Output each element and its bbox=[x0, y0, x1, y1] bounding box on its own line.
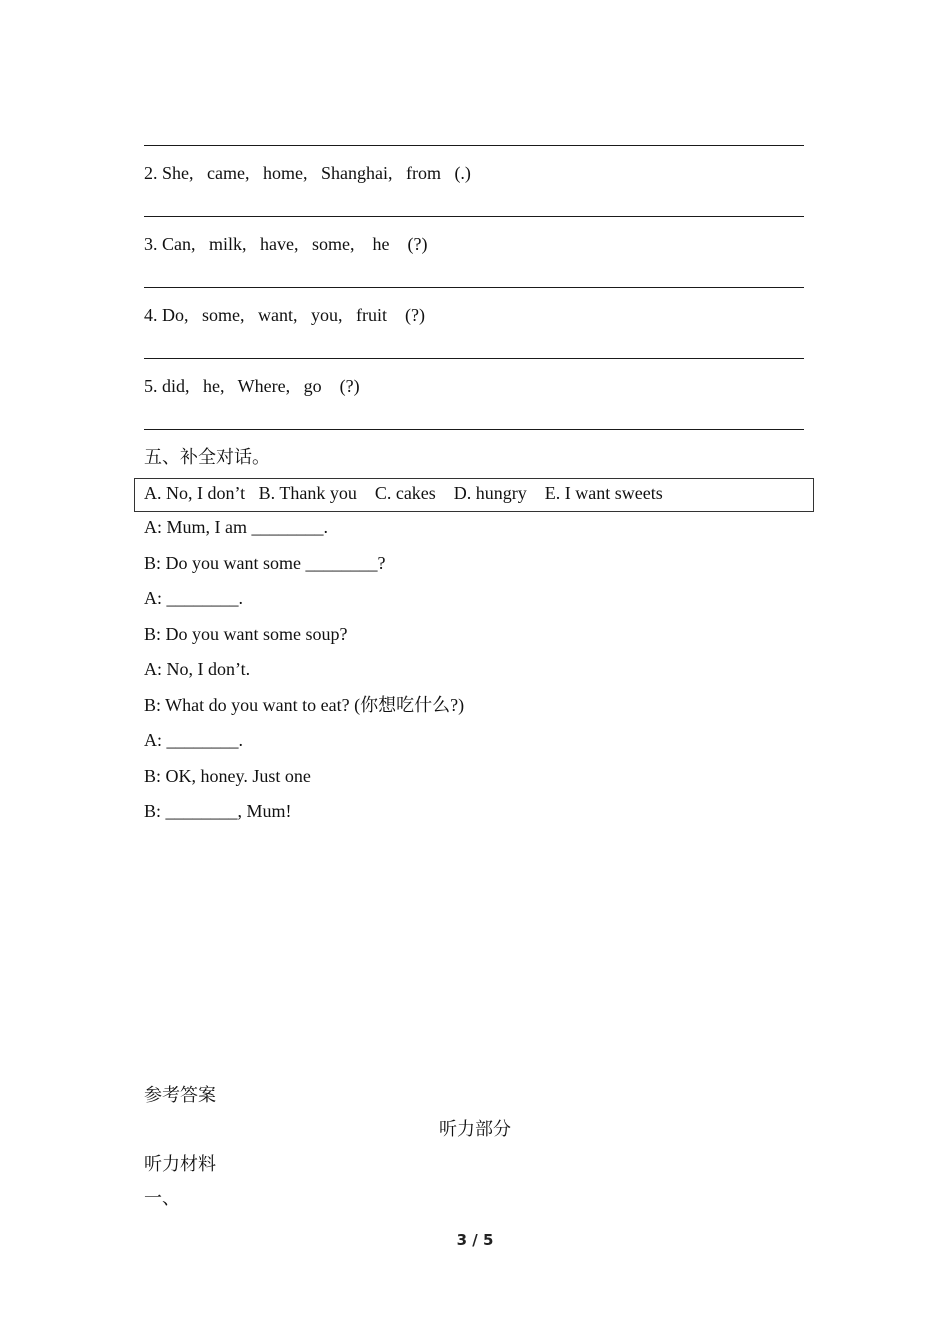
dialogue-line-1: A: Mum, I am ________. bbox=[144, 517, 328, 537]
dialogue-line-2: B: Do you want some ________? bbox=[144, 553, 386, 573]
answer-line-1 bbox=[144, 145, 804, 146]
part-one-label: 一、 bbox=[144, 1188, 180, 1208]
dialogue-line-6: B: What do you want to eat? (你想吃什么?) bbox=[144, 695, 465, 715]
answer-line-5 bbox=[144, 429, 804, 430]
listening-section-title: 听力部分 bbox=[439, 1119, 511, 1139]
sentence-item-5: 5. did, he, Where, go (?) bbox=[144, 376, 360, 396]
sentence-item-4: 4. Do, some, want, you, fruit (?) bbox=[144, 305, 425, 325]
dialogue-line-5: A: No, I don’t. bbox=[144, 659, 251, 679]
answer-line-3 bbox=[144, 287, 804, 288]
section-five-title: 五、补全对话。 bbox=[144, 447, 270, 467]
sentence-item-3: 3. Can, milk, have, some, he (?) bbox=[144, 234, 428, 254]
answer-key-heading: 参考答案 bbox=[144, 1085, 216, 1105]
listening-material-label: 听力材料 bbox=[144, 1154, 216, 1174]
sentence-item-2: 2. She, came, home, Shanghai, from (.) bbox=[144, 163, 471, 183]
page-number: 3 / 5 bbox=[456, 1231, 494, 1249]
dialogue-line-8: B: OK, honey. Just one bbox=[144, 766, 311, 786]
dialogue-line-3: A: ________. bbox=[144, 588, 243, 608]
dialogue-line-4: B: Do you want some soup? bbox=[144, 624, 348, 644]
answer-line-4 bbox=[144, 358, 804, 359]
dialogue-line-7: A: ________. bbox=[144, 730, 243, 750]
word-bank-options: A. No, I don’t B. Thank you C. cakes D. hungry E. I want sweets bbox=[144, 483, 663, 503]
answer-line-2 bbox=[144, 216, 804, 217]
word-bank-box bbox=[134, 478, 814, 512]
dialogue-line-9: B: ________, Mum! bbox=[144, 801, 292, 821]
